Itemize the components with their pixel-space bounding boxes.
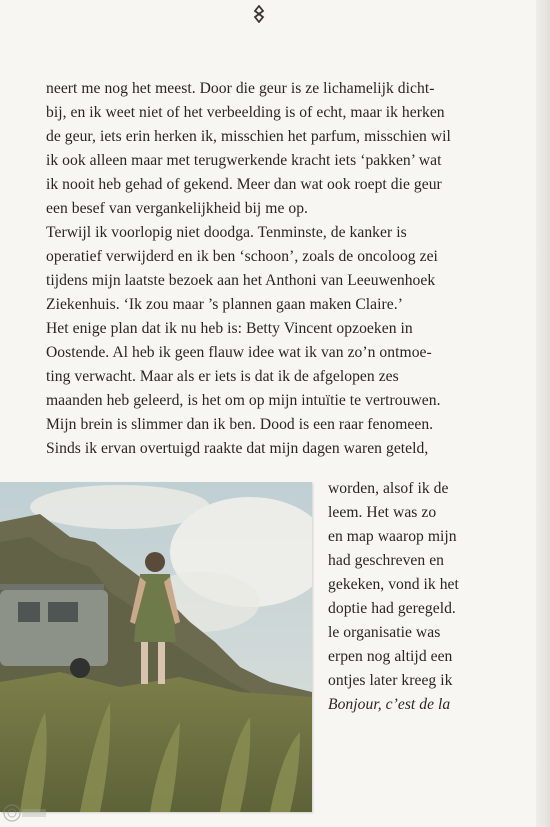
vehicle bbox=[0, 584, 108, 678]
wrapped-text-line: Bonjour, c’est de la bbox=[328, 696, 451, 713]
snapshot-photo bbox=[0, 482, 312, 812]
text-line: operatief verwijderd en ik ben ‘schoon’, zoals de oncoloog zei bbox=[46, 248, 438, 265]
wrapped-text-line: worden, alsof ik de bbox=[328, 480, 449, 497]
wrapped-text-line: ontjes later kreeg ik bbox=[328, 672, 453, 689]
text-line: ik ook alleen maar met terugwerkende kracht iets ‘pakken’ wat bbox=[46, 152, 442, 169]
text-line: Mijn brein is slimmer dan ik ben. Dood is een raar fenomeen. bbox=[46, 416, 434, 433]
text-line: Het enige plan dat ik nu heb is: Betty Vincent opzoeken in bbox=[46, 320, 413, 337]
wrapped-text-line: doptie had geregeld. bbox=[328, 600, 456, 617]
text-line: neert me nog het meest. Door die geur is ze lichamelijk dicht- bbox=[46, 80, 435, 97]
text-line: een besef van vergankelijkheid bij me op. bbox=[46, 200, 309, 217]
circular-seal-icon bbox=[2, 803, 48, 823]
text-line: ik nooit heb gehad of gekend. Meer dan wat ook roept die geur bbox=[46, 176, 442, 193]
wrapped-text-line: had geschreven en bbox=[328, 552, 445, 569]
text-line: ting verwacht. Maar als er iets is dat ik de afgelopen zes bbox=[46, 368, 399, 385]
text-line: Sinds ik ervan overtuigd raakte dat mijn dagen waren geteld, bbox=[46, 440, 429, 457]
wrapped-text-line: erpen nog altijd een bbox=[328, 648, 453, 665]
text-line: maanden heb geleerd, is het om op mijn intuïtie te vertrouwen. bbox=[46, 392, 441, 409]
page-edge bbox=[536, 0, 550, 827]
text-line: Oostende. Al heb ik geen flauw idee wat ik van zo’n ontmoe- bbox=[46, 344, 432, 361]
knot-ornament-icon bbox=[249, 4, 269, 24]
wrapped-text-line: en map waarop mijn bbox=[328, 528, 457, 545]
wrapped-text-line: le organisatie was bbox=[328, 624, 441, 641]
text-line: tijdens mijn laatste bezoek aan het Anthoni van Leeuwenhoek bbox=[46, 272, 436, 289]
text-line: de geur, iets erin herken ik, misschien het parfum, misschien wil bbox=[46, 128, 451, 145]
text-line: bij, en ik weet niet of het verbeelding is of echt, maar ik herken bbox=[46, 104, 445, 121]
text-line: Terwijl ik voorlopig niet doodga. Tenminste, de kanker is bbox=[46, 224, 407, 241]
text-line: Ziekenhuis. ‘Ik zou maar ’s plannen gaan maken Claire.’ bbox=[46, 296, 403, 313]
wrapped-text-line: leem. Het was zo bbox=[328, 504, 437, 521]
wrapped-text-line: gekeken, vond ik het bbox=[328, 576, 459, 593]
